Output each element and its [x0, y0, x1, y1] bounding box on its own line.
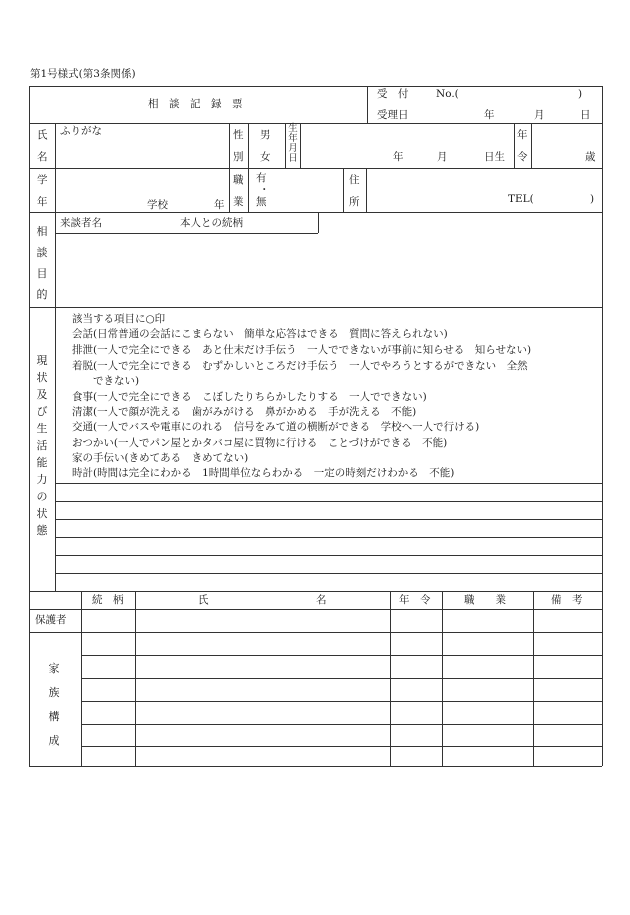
col-note: 備 考 — [551, 594, 583, 606]
col-relation: 続 柄 — [92, 594, 124, 606]
ability-line: 交通(一人でバスや電車にのれる 信号をみて道の横断ができる 学校へ一人で行ける) — [72, 421, 480, 433]
male-option: 男 — [260, 129, 271, 141]
female-option: 女 — [260, 151, 271, 163]
age-unit: 歳 — [585, 151, 596, 163]
ability-line: 食事(一人で完全にできる こぼしたりちらかしたりする 一人でできない) — [72, 391, 427, 403]
job-separator: ・ — [259, 184, 270, 196]
school-label-1: 学 — [37, 174, 48, 186]
family-composition-label: 家族構成 — [48, 662, 60, 747]
sex-label-2: 別 — [233, 151, 244, 163]
col-name-1: 氏 — [198, 594, 209, 606]
ability-label: 現状及び生活能力の状態 — [36, 354, 48, 537]
col-name-2: 名 — [316, 594, 327, 606]
tel-close: ) — [590, 193, 595, 205]
col-age: 年 令 — [399, 594, 431, 606]
job-no: 無 — [256, 196, 267, 208]
col-job: 職 業 — [464, 594, 506, 606]
ability-line: 該当する項目に○印 — [72, 313, 166, 325]
tel-label: TEL( — [508, 193, 534, 205]
name-label-2: 名 — [37, 151, 48, 163]
visitor-name-label: 来談者名 — [60, 217, 102, 229]
record-title: 相 談 記 録 票 — [148, 98, 243, 110]
ability-line: 排泄(一人で完全にできる あと仕末だけ手伝う 一人でできないが事前に知らせる 知らせない) — [72, 344, 532, 356]
received-label: 受 付 — [377, 88, 409, 100]
receipt-year: 年 — [484, 109, 495, 121]
age-label-2: 令 — [517, 151, 528, 163]
guardian-label: 保護者 — [35, 614, 67, 626]
relationship-label: 本人との続柄 — [180, 217, 243, 229]
sex-label-1: 性 — [233, 129, 244, 141]
age-label-1: 年 — [517, 129, 528, 141]
grade-suffix: 年 — [214, 199, 225, 211]
birth-day-suffix: 日生 — [484, 151, 505, 163]
ability-line: 時計(時間は完全にわかる 1時間単位ならわかる 一定の時刻だけわかる 不能) — [72, 467, 455, 479]
ability-line: 会話(日常普通の会話にこまらない 簡単な応答はできる 質問に答えられない) — [72, 328, 448, 340]
ability-line: 清潔(一人で顔が洗える 歯がみがける 鼻がかめる 手が洗える 不能) — [72, 406, 417, 418]
receipt-date-label: 受理日 — [377, 109, 409, 121]
name-label-1: 氏 — [37, 129, 48, 141]
job-label-2: 業 — [233, 196, 244, 208]
receipt-day: 日 — [580, 109, 591, 121]
ability-line: できない) — [72, 375, 140, 387]
form-title: 第1号様式(第3条関係) — [30, 68, 136, 80]
number-label: No.( — [436, 88, 459, 100]
ability-line: おつかい(一人でパン屋とかタバコ屋に買物に行ける ことづけができる 不能) — [72, 437, 448, 449]
birth-label: 生年月日 — [288, 123, 298, 164]
birth-month: 月 — [437, 151, 448, 163]
purpose-label: 相談目的 — [36, 225, 48, 301]
birth-year: 年 — [393, 151, 404, 163]
job-yes: 有 — [256, 172, 267, 184]
ability-line: 着脱(一人で完全にできる むずかしいところだけ手伝う 一人でやろうとするができない 全然 — [72, 360, 528, 372]
furigana-label: ふりがな — [60, 125, 102, 137]
receipt-month: 月 — [534, 109, 545, 121]
address-label-1: 住 — [349, 174, 360, 186]
school-label-2: 年 — [37, 196, 48, 208]
number-close: ) — [578, 88, 583, 100]
address-label-2: 所 — [349, 196, 360, 208]
school-suffix: 学校 — [147, 199, 168, 211]
job-label-1: 職 — [233, 174, 244, 186]
ability-line: 家の手伝い(きめてある きめてない) — [72, 452, 249, 464]
